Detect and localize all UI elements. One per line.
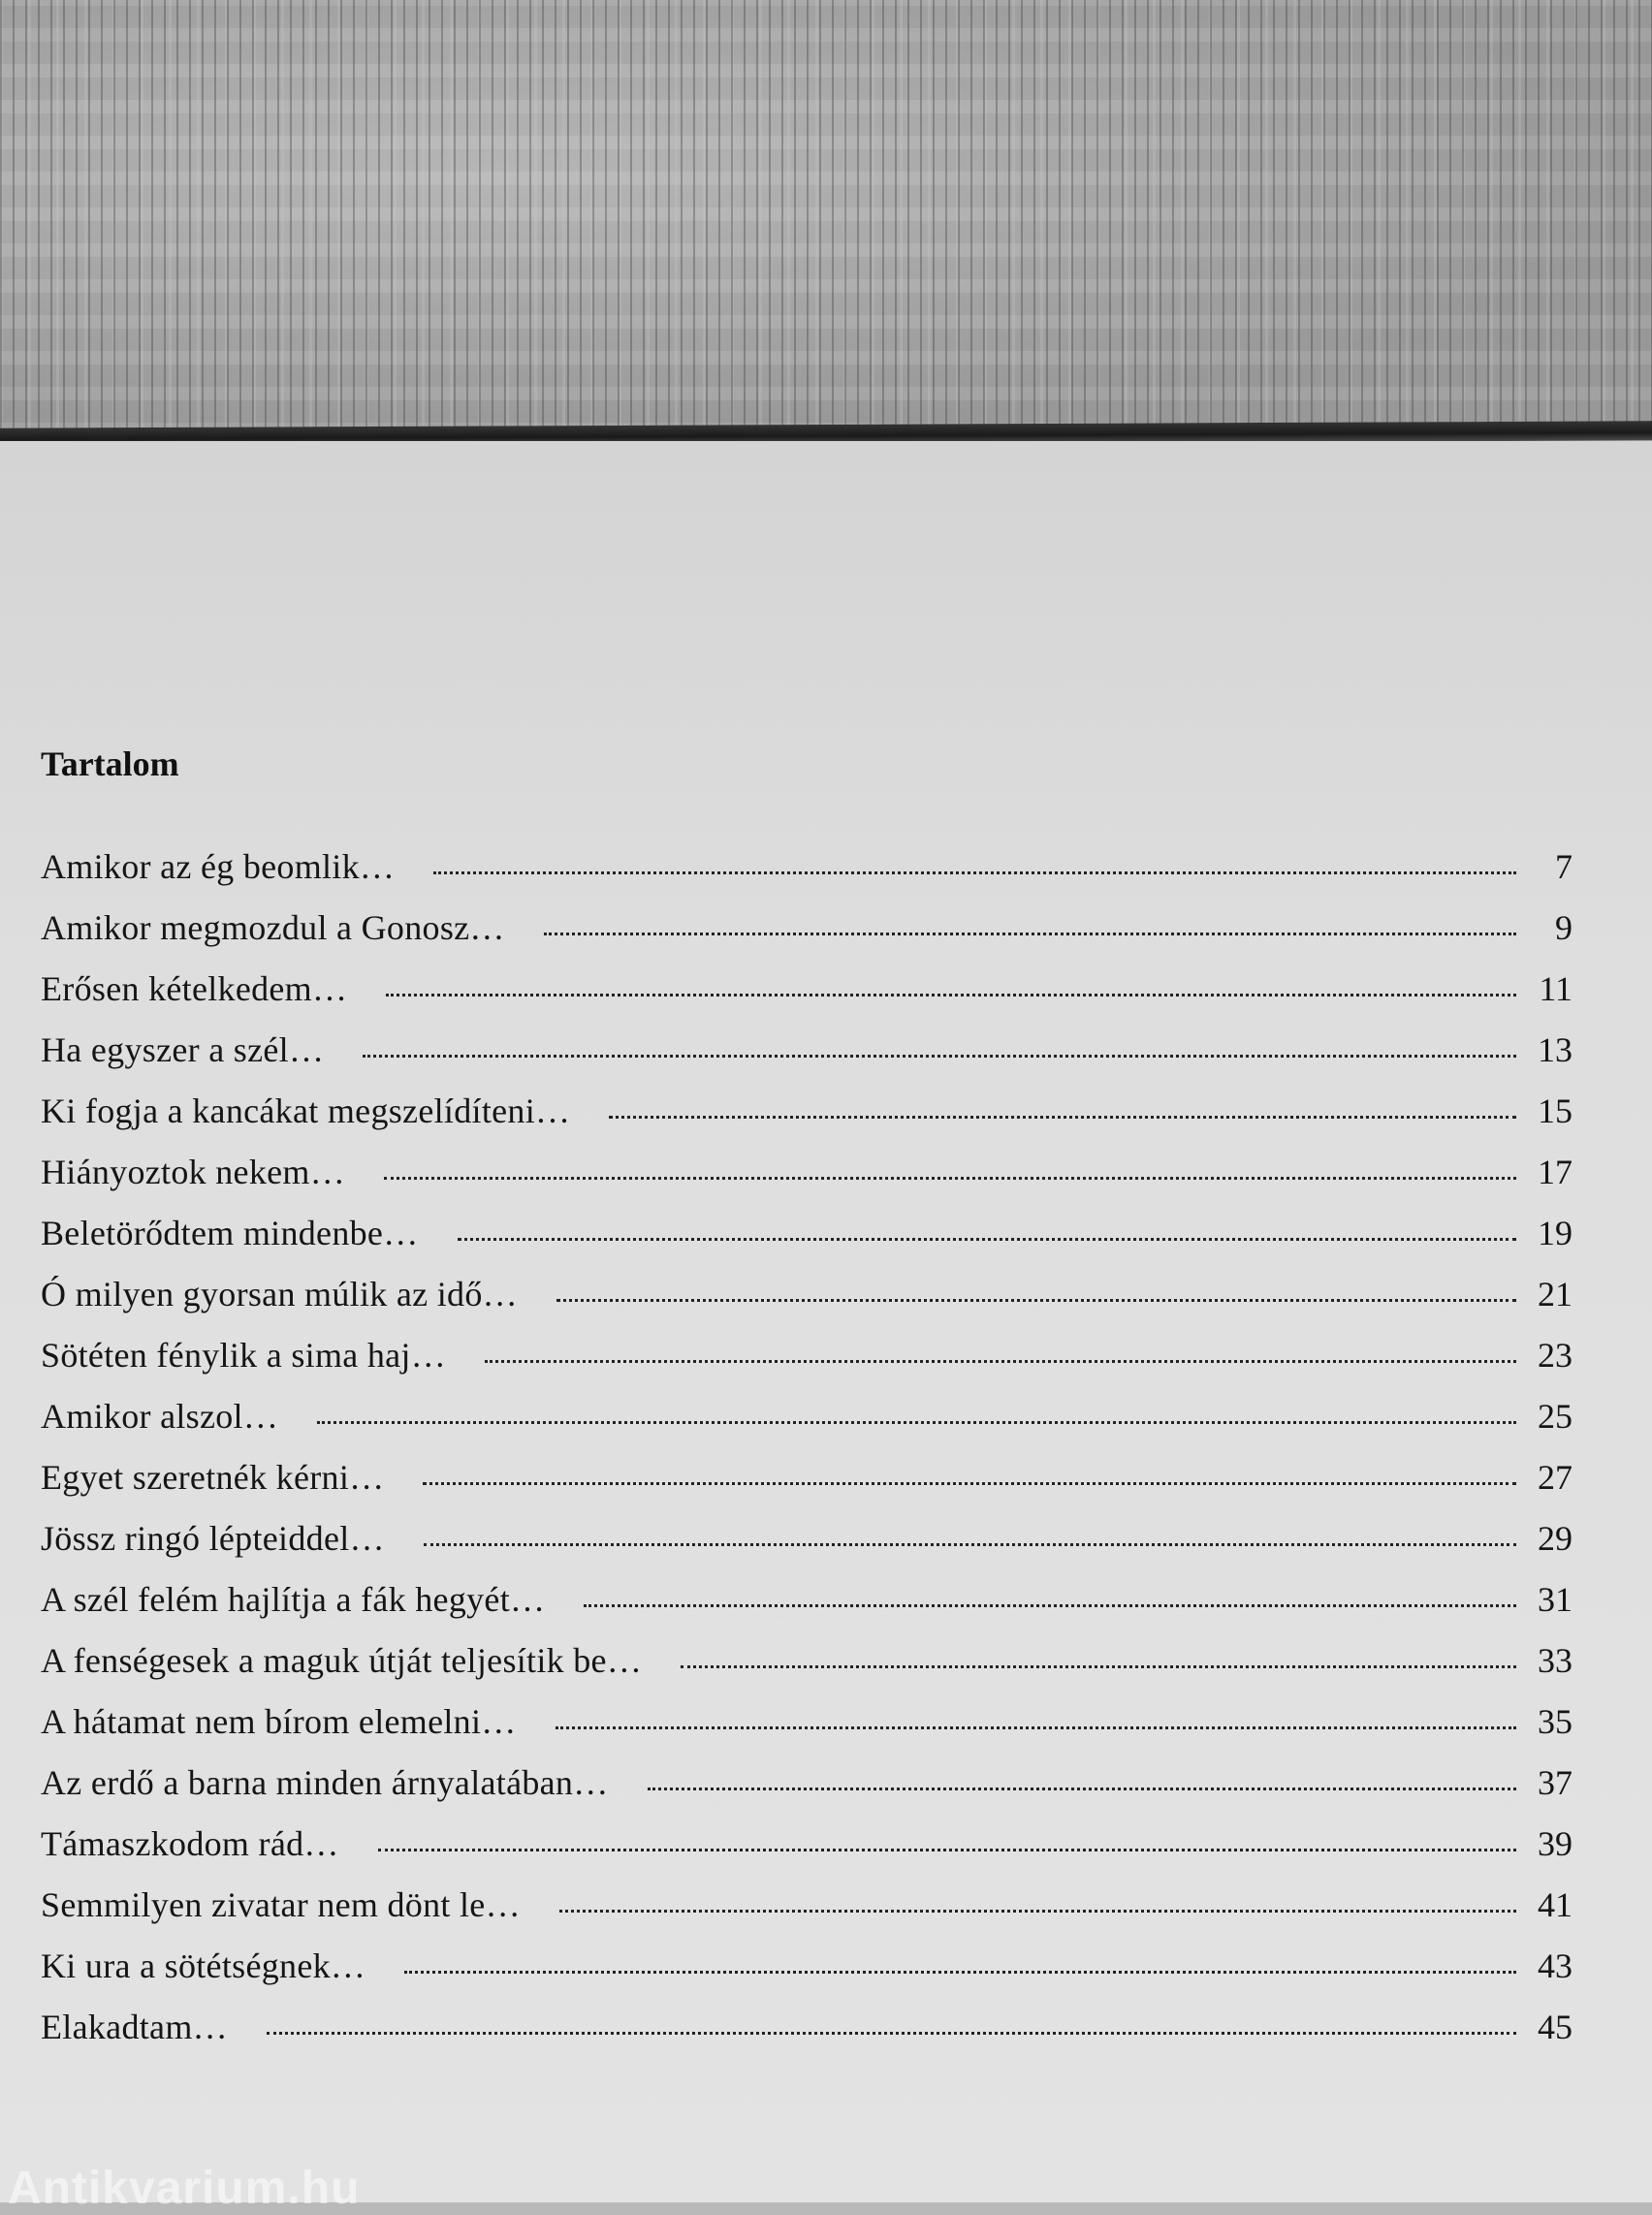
toc-entry — [41, 1274, 1573, 1335]
toc-entry-page: 17 — [1538, 1153, 1573, 1191]
dot-leader — [378, 1849, 1516, 1851]
toc-entry-title: A hátamat nem bírom elemelni… — [41, 1702, 517, 1741]
toc-entry-page: 33 — [1538, 1641, 1573, 1680]
toc-entry-title: Egyet szeretnék kérni… — [41, 1458, 385, 1497]
toc-entry — [41, 1823, 1573, 1884]
toc-entry-title: A szél felém hajlítja a fák hegyét… — [41, 1580, 546, 1619]
toc-entry-title: Amikor az ég beomlik… — [41, 847, 396, 886]
toc-entry-page: 23 — [1538, 1336, 1573, 1375]
dot-leader — [556, 1299, 1516, 1302]
dot-leader — [556, 1726, 1516, 1729]
dot-leader — [544, 933, 1516, 935]
dot-leader — [485, 1360, 1516, 1363]
toc-entry-page: 7 — [1555, 847, 1573, 886]
toc-entry-title: Ki fogja a kancákat megszelídíteni… — [41, 1092, 571, 1130]
dot-leader — [386, 994, 1516, 997]
book-page — [0, 441, 1652, 2202]
toc-entry-page: 39 — [1538, 1824, 1573, 1863]
toc-entry — [41, 1029, 1573, 1091]
dot-leader — [681, 1665, 1516, 1668]
toc-entry-title: Erősen kételkedem… — [41, 969, 348, 1008]
toc-entry — [41, 1518, 1573, 1579]
toc-entry — [41, 1213, 1573, 1274]
toc-entry — [41, 968, 1573, 1029]
dot-leader — [317, 1421, 1516, 1424]
toc-entry-title: Semmilyen zivatar nem dönt le… — [41, 1885, 521, 1924]
toc-entry-title: Hiányoztok nekem… — [41, 1153, 346, 1191]
toc-entry — [41, 2007, 1573, 2068]
dot-leader — [584, 1604, 1516, 1607]
toc-entry-title: Amikor alszol… — [41, 1397, 279, 1436]
toc-entry-page: 19 — [1538, 1214, 1573, 1252]
toc-entry-page: 45 — [1538, 2008, 1573, 2046]
toc-entry — [41, 1946, 1573, 2007]
toc-entry-title: Az erdő a barna minden árnyalatában… — [41, 1763, 609, 1802]
toc-entry-title: Ha egyszer a szél… — [41, 1030, 325, 1069]
toc-entry — [41, 846, 1573, 907]
toc-entry-title: Amikor megmozdul a Gonosz… — [41, 908, 505, 947]
toc-entry — [41, 1640, 1573, 1701]
toc-entry — [41, 1884, 1573, 1946]
toc-entry-page: 9 — [1555, 908, 1573, 947]
dot-leader — [609, 1116, 1516, 1119]
toc-entry-page: 41 — [1538, 1885, 1573, 1924]
toc-entry-title: Elakadtam… — [41, 2008, 228, 2046]
toc-entry-title: Sötéten fénylik a sima haj… — [41, 1336, 447, 1375]
toc-entry — [41, 1091, 1573, 1152]
dot-leader — [404, 1971, 1516, 1974]
toc-entry — [41, 907, 1573, 968]
dot-leader — [363, 1055, 1516, 1058]
toc-entry-title: Jössz ringó lépteiddel… — [41, 1519, 385, 1558]
toc-entry-page: 29 — [1538, 1519, 1573, 1558]
table-of-contents — [41, 846, 1573, 2068]
dot-leader — [384, 1177, 1516, 1180]
toc-entry-page: 27 — [1538, 1458, 1573, 1497]
toc-entry — [41, 1396, 1573, 1457]
toc-entry — [41, 1579, 1573, 1640]
page-title: Tartalom — [41, 744, 179, 783]
dot-leader — [433, 871, 1516, 874]
dot-leader — [424, 1543, 1516, 1546]
toc-entry — [41, 1152, 1573, 1213]
toc-entry-title: Támaszkodom rád… — [41, 1824, 339, 1863]
toc-entry-page: 43 — [1538, 1946, 1573, 1985]
watermark: Antikvarium.hu — [8, 2163, 361, 2214]
toc-entry-page: 31 — [1538, 1580, 1573, 1619]
toc-entry-title: Ki ura a sötétségnek… — [41, 1946, 366, 1985]
dot-leader — [458, 1238, 1516, 1241]
toc-entry-title: A fenségesek a maguk útját teljesítik be… — [41, 1641, 643, 1680]
toc-entry — [41, 1457, 1573, 1518]
toc-entry — [41, 1762, 1573, 1823]
toc-entry-page: 15 — [1538, 1092, 1573, 1130]
toc-entry-page: 21 — [1538, 1275, 1573, 1313]
toc-entry — [41, 1701, 1573, 1762]
toc-entry-page: 11 — [1539, 969, 1573, 1008]
toc-entry — [41, 1335, 1573, 1396]
dot-leader — [559, 1910, 1516, 1913]
toc-entry-title: Ó milyen gyorsan múlik az idő… — [41, 1275, 518, 1313]
toc-entry-page: 13 — [1538, 1030, 1573, 1069]
dot-leader — [423, 1482, 1516, 1485]
textured-background — [0, 0, 1652, 436]
toc-entry-page: 37 — [1538, 1763, 1573, 1802]
toc-entry-page: 35 — [1538, 1702, 1573, 1741]
toc-entry-page: 25 — [1538, 1397, 1573, 1436]
dot-leader — [267, 2032, 1516, 2035]
dot-leader — [648, 1788, 1516, 1790]
toc-entry-title: Beletörődtem mindenbe… — [41, 1214, 419, 1252]
